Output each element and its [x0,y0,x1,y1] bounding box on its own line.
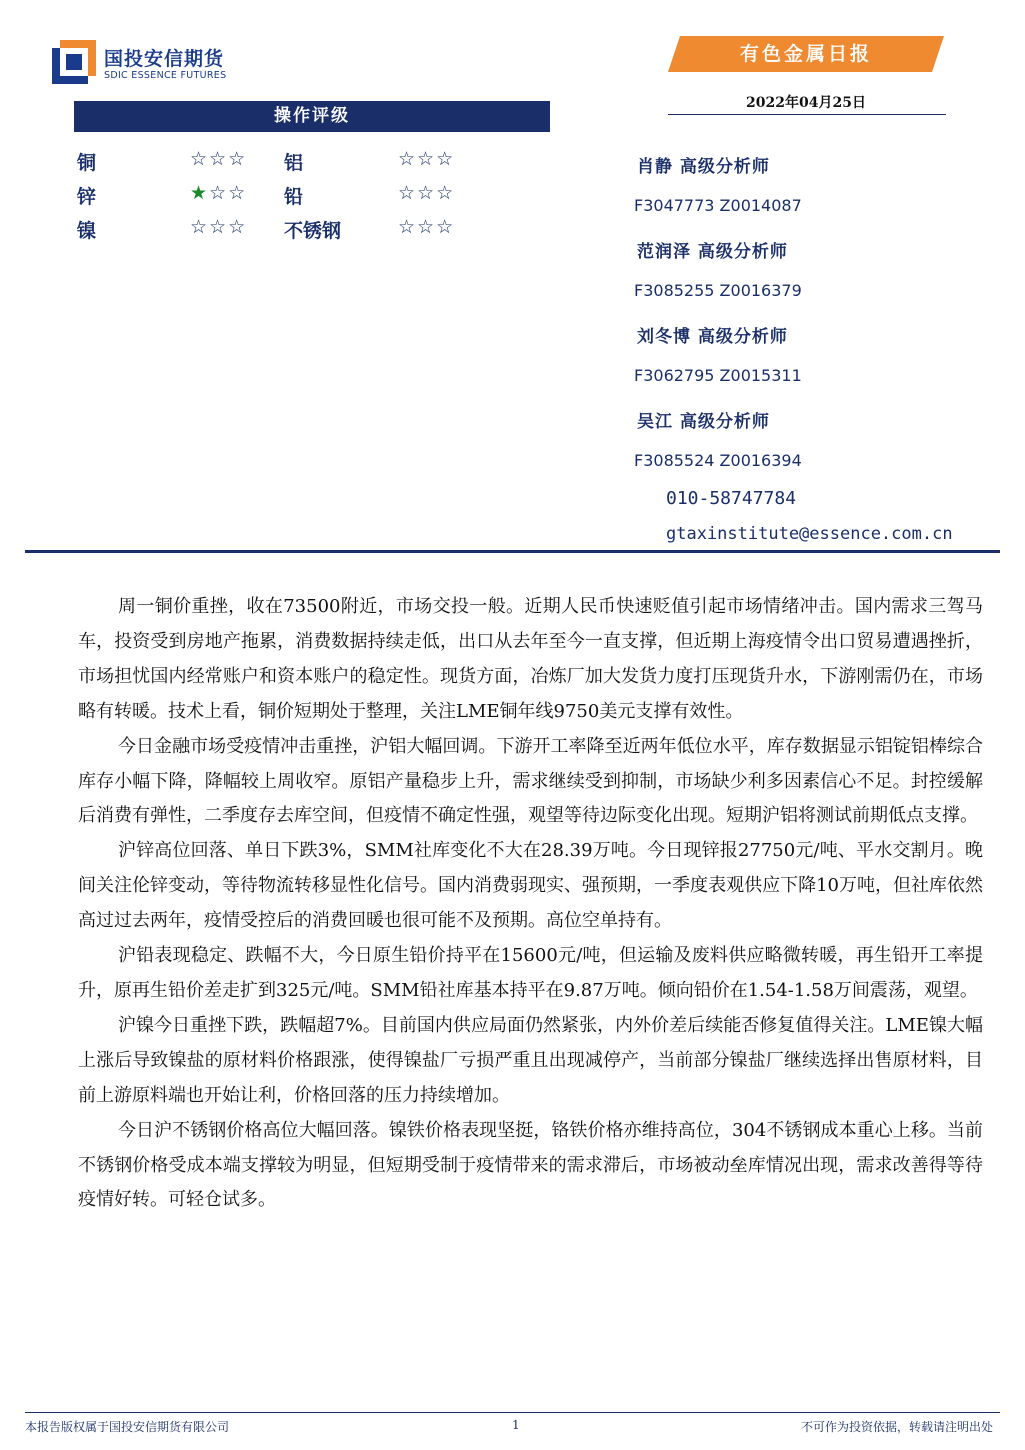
footer-divider [25,1412,1000,1413]
analyst-license: F3062795 Z0015311 [634,366,802,385]
paragraph-lead: 沪铅表现稳定、跌幅不大，今日原生铅价持平在15600元/吨，但运输及废料供应略微转暖，再生铅开工率提升，原再生铅价差走扩到325元/吨。SMM铅社库基本持平在9.87万吨。倾向铅价在1.54-1.58万间震荡，观望。 [78,945,983,1001]
analyst-name: 范润泽 高级分析师 [637,242,788,262]
filled-star-icon: ★ [190,182,210,204]
report-title: 有色金属日报 [739,43,872,65]
contact-phone: 010-58747784 [666,488,797,509]
paragraph-zinc: 沪锌高位回落、单日下跌3%，SMM社库变化不大在28.39万吨。今日现锌报27750元/吨、平水交割月。晚间关注伦锌变动，等待物流转移显性化信号。国内消费弱现实、强预期，一季度表观供应下降10万吨，但社库依然高过过去两年，疫情受控后的消费回暖也很可能不及预期。高位空单持有。 [78,840,983,932]
paragraph-stainless: 今日沪不锈钢价格高位大幅回落。镍铁价格表现坚挺，铬铁价格亦维持高位，304不锈钢成本重心上移。当前不锈钢价格受成本端支撑较为明显，但短期受制于疫情带来的需求滞后，市场被动垒库情况出现，需求改善得等待疫情好转。可轻仓试多。 [78,1119,983,1211]
rating-row-copper [0,148,600,178]
rating-section-title: 操作评级 [74,101,550,132]
company-logo [52,40,262,90]
rating-stars: ☆☆☆ [398,216,456,238]
report-title-banner [668,36,944,72]
rating-stars [190,182,247,204]
page-number: 1 [512,1418,520,1432]
paragraph-nickel: 沪镍今日重挫下跌，跌幅超7%。目前国内供应局面仍然紧张，内外价差后续能否修复值得关注。LME镍大幅上涨后导致镍盐的原材料价格跟涨，使得镍盐厂亏损严重且出现减停产，当前部分镍盐厂继续选择出售原材料，目前上游原料端也开始让利，价格回落的压力持续增加。 [78,1014,983,1106]
contact-email[interactable]: gtaxinstitute@essence.com.cn [666,524,953,544]
footer-copyright: 本报告版权属于国投安信期货有限公司 [25,1420,230,1434]
analyst-name: 吴江 高级分析师 [637,412,770,432]
rating-stars: ☆☆☆ [190,148,248,170]
analyst-license: F3085255 Z0016379 [634,281,802,300]
analyst-name: 肖静 高级分析师 [637,157,770,177]
metal-label: 铅 [284,186,304,208]
date-divider [668,114,946,115]
company-logo-icon [52,40,96,84]
metal-label: 镍 [77,220,97,242]
company-name-en: SDIC ESSENCE FUTURES [104,70,227,81]
analyst-license: F3047773 Z0014087 [634,196,802,215]
report-date: 2022年04月25日 [746,95,866,111]
report-body [78,590,983,1218]
rating-stars: ☆☆☆ [190,216,248,238]
rating-stars: ☆☆☆ [398,182,456,204]
metal-label: 铜 [77,152,97,174]
paragraph-copper: 周一铜价重挫，收在73500附近，市场交投一般。近期人民币快速贬值引起市场情绪冲击。国内需求三驾马车，投资受到房地产拖累，消费数据持续走低，出口从去年至今一直支撑，但近期上海疫情令出口贸易遭遇挫折，市场担忧国内经常账户和资本账户的稳定性。现货方面，冶炼厂加大发货力度打压现货升水，下游刚需仍在，市场略有转暖。技术上看，铜价短期处于整理，关注LME铜年线9750美元支撑有效性。 [78,596,983,722]
metal-label: 不锈钢 [284,220,342,242]
metal-label: 锌 [77,186,97,208]
empty-stars: ☆☆ [209,182,248,204]
rating-stars: ☆☆☆ [398,148,456,170]
paragraph-aluminum: 今日金融市场受疫情冲击重挫，沪铝大幅回调。下游开工率降至近两年低位水平，库存数据显示铝锭铝棒综合库存小幅下降，降幅较上周收窄。原铝产量稳步上升，需求继续受到抑制，市场缺少利多因素信心不足。封控缓解后消费有弹性，二季度存去库空间，但疫情不确定性强，观望等待边际变化出现。短期沪铝将测试前期低点支撑。 [78,735,983,827]
header-divider [25,550,1000,553]
rating-row-zinc [0,182,600,212]
rating-row-nickel [0,216,600,246]
metal-label: 铝 [284,152,304,174]
analyst-name: 刘冬博 高级分析师 [637,327,788,347]
company-name-cn: 国投安信期货 [104,48,225,70]
footer-disclaimer: 不可作为投资依据，转载请注明出处 [800,1420,993,1434]
analyst-license: F3085524 Z0016394 [634,451,802,470]
